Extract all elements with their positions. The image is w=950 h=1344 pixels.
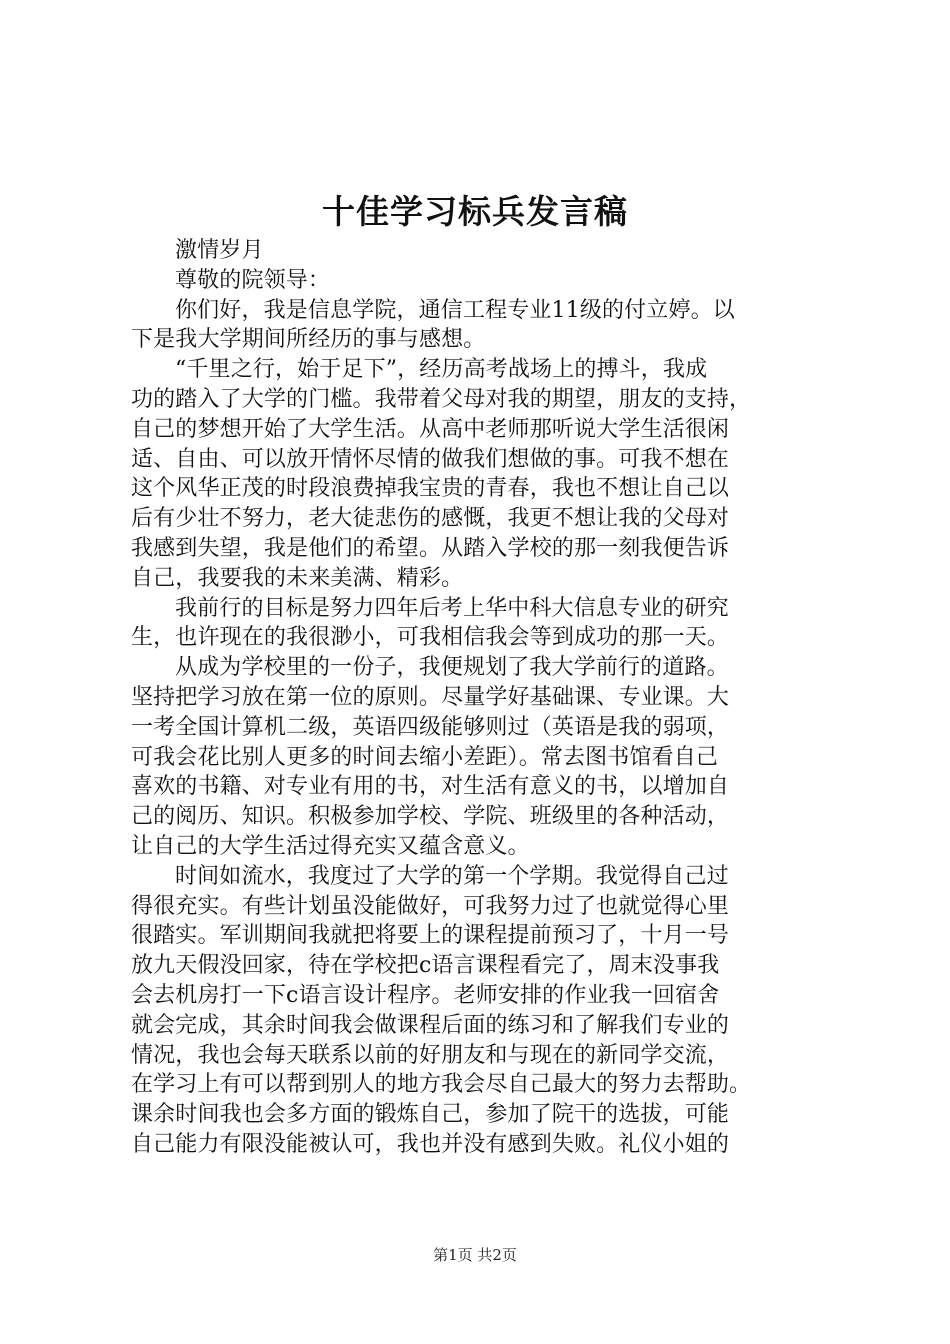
page-number-footer: 第1页 共2页	[433, 1246, 517, 1264]
text-line: 自己的梦想开始了大学生活。从高中老师那听说大学生活很闲	[131, 416, 730, 442]
text-line: 激情岁月	[175, 238, 264, 263]
document-body	[131, 236, 837, 1160]
text-line: 下是我大学期间所经历的事与感想。	[131, 327, 486, 353]
text-line: 我感到失望，我是他们的希望。从踏入学校的那一刻我便告诉	[131, 535, 730, 561]
text-line: 就会完成，其余时间我会做课程后面的练习和了解我们专业的	[131, 1012, 730, 1038]
text-line: 会去机房打一下c语言设计程序。老师安排的作业我一回宿舍	[131, 982, 720, 1008]
text-line: 喜欢的书籍、对专业有用的书，对生活有意义的书，以增加自	[131, 774, 730, 800]
text-line: 可我会花比别人更多的时间去缩小差距）。常去图书馆看自己	[131, 744, 719, 770]
text-line: 在学习上有可以帮到别人的地方我会尽自己最大的努力去帮助。	[131, 1072, 752, 1098]
text-line: 情况，我也会每天联系以前的好朋友和与现在的新同学交流，	[131, 1042, 730, 1068]
text-line: 自己能力有限没能被认可，我也并没有感到失败。礼仪小姐的	[131, 1131, 730, 1157]
text-line: 己的阅历、知识。积极参加学校、学院、班级里的各种活动，	[131, 804, 730, 830]
text-line: 尊敬的院领导：	[175, 267, 331, 293]
text-line: 适、自由、可以放开情怀尽情的做我们想做的事。可我不想在	[131, 446, 730, 472]
text-line: 我前行的目标是努力四年后考上华中科大信息专业的研究	[175, 595, 729, 621]
text-line: 课余时间我也会多方面的锻炼自己，参加了院干的选拔，可能	[131, 1102, 730, 1128]
document-title: 十佳学习标兵发言稿	[322, 192, 628, 231]
text-line: 时间如流水，我度过了大学的第一个学期。我觉得自己过	[175, 863, 729, 889]
text-line: 坚持把学习放在第一位的原则。尽量学好基础课、专业课。大	[131, 684, 730, 710]
text-line: 放九天假没回家，待在学校把c语言课程看完了，周末没事我	[131, 953, 720, 979]
text-line: 从成为学校里的一份子，我便规划了我大学前行的道路。	[175, 655, 729, 681]
text-line: 这个风华正茂的时段浪费掉我宝贵的青春，我也不想让自己以	[131, 476, 730, 502]
text-line: 得很充实。有些计划虽没能做好，可我努力过了也就觉得心里	[131, 893, 730, 919]
text-line: 你们好，我是信息学院，通信工程专业11级的付立婷。以	[175, 297, 735, 323]
text-line: 功的踏入了大学的门槛。我带着父母对我的期望，朋友的支持，	[131, 386, 752, 412]
text-line: 让自己的大学生活过得充实又蕴含意义。	[131, 833, 530, 859]
text-line: 生，也许现在的我很渺小，可我相信我会等到成功的那一天。	[131, 625, 730, 651]
text-line: 一考全国计算机二级，英语四级能够则过（英语是我的弱项，	[131, 714, 730, 740]
text-line: “千里之行，始于足下”，经历高考战场上的搏斗，我成	[175, 357, 708, 383]
text-line: 自己，我要我的未来美满、精彩。	[131, 565, 464, 591]
text-line: 很踏实。军训期间我就把将要上的课程提前预习了，十月一号	[131, 923, 730, 949]
text-line: 后有少壮不努力，老大徒悲伤的感慨，我更不想让我的父母对	[131, 506, 730, 532]
